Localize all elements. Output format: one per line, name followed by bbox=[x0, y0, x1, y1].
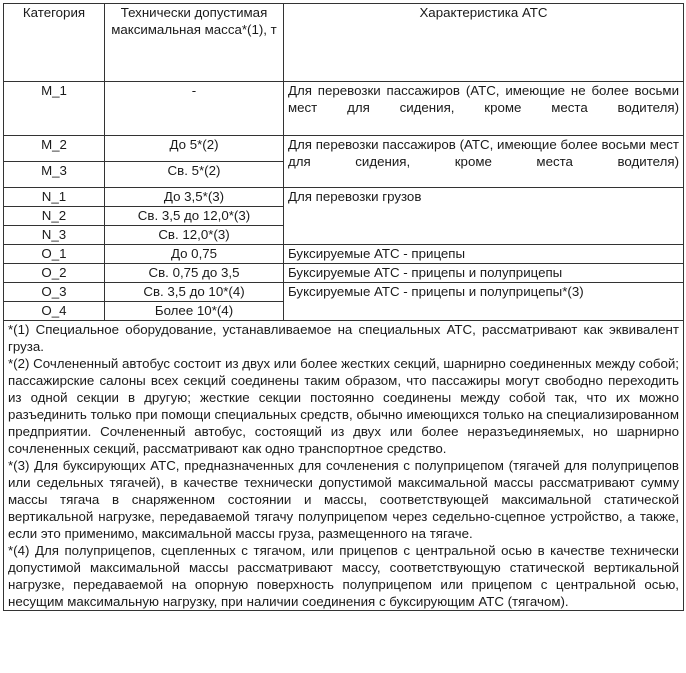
footnotes-cell bbox=[4, 321, 684, 611]
footnote-4: *(4) Для полуприцепов, сцепленных с тягачом, или прицепов с центральной осью в качестве технически допустимой максимальной массы рассматривают массу, соответствующую статической вертикальной нагрузке, передаваемой на опорную поверхность полуприцепом или прицепом с центральной осью, несущим максимальную нагрузку, при наличии соединения с буксирующим АТС (тягачом). bbox=[8, 543, 679, 609]
description-cell: Буксируемые АТС - прицепы и полуприцепы*(3) bbox=[284, 283, 684, 321]
category-cell: M_3 bbox=[4, 162, 105, 188]
table-row bbox=[4, 136, 684, 162]
category-cell: O_2 bbox=[4, 264, 105, 283]
vehicle-category-table bbox=[3, 3, 684, 611]
category-cell: M_2 bbox=[4, 136, 105, 162]
header-characteristic: Характеристика АТС bbox=[284, 4, 684, 82]
header-row bbox=[4, 4, 684, 82]
category-cell: M_1 bbox=[4, 82, 105, 136]
table-row bbox=[4, 283, 684, 302]
description-text: Для перевозки пассажиров (АТС, имеющие более восьми мест для сидения, кроме места водителя) bbox=[288, 137, 679, 169]
description-cell bbox=[284, 136, 684, 188]
description-cell bbox=[284, 82, 684, 136]
mass-cell: Св. 3,5 до 10*(4) bbox=[105, 283, 284, 302]
footnote-3: *(3) Для буксирующих АТС, предназначенных для сочленения с полуприцепом (тягачей для полуприцепов или седельных тягачей), в качестве технически допустимой максимальной массы рассматривают сумму массы тягача в снаряженном состоянии и массы, соответствующей максимальной статической вертикальной нагрузке, передаваемой тягачу полуприцепом через седельно-сцепное устройство, а также, если это применимо, максимальной массы груза, размещенного на тягаче. bbox=[8, 458, 679, 541]
table-row bbox=[4, 264, 684, 283]
header-category: Категория bbox=[4, 4, 105, 82]
mass-cell: До 5*(2) bbox=[105, 136, 284, 162]
table-row bbox=[4, 188, 684, 207]
table-row bbox=[4, 245, 684, 264]
mass-cell: Более 10*(4) bbox=[105, 302, 284, 321]
description-text: Для перевозки пассажиров (АТС, имеющие не более восьми мест для сидения, кроме места водителя) bbox=[288, 83, 679, 115]
category-cell: O_1 bbox=[4, 245, 105, 264]
category-cell: N_3 bbox=[4, 226, 105, 245]
category-cell: O_3 bbox=[4, 283, 105, 302]
mass-cell: До 0,75 bbox=[105, 245, 284, 264]
description-cell: Буксируемые АТС - прицепы и полуприцепы bbox=[284, 264, 684, 283]
mass-cell: Св. 5*(2) bbox=[105, 162, 284, 188]
description-cell: Буксируемые АТС - прицепы bbox=[284, 245, 684, 264]
footnote-2: *(2) Сочлененный автобус состоит из двух или более жестких секций, шарнирно соединенных между собой; пассажирские салоны всех секций соединены таким образом, что пассажиры могут свободно переходить из одной секции в другую; жесткие секции постоянно соединены между собой так, что их можно разъединить только при помощи специальных средств, обычно имеющихся только на специализированном предприятии. Сочлененный автобус, состоящий из двух или более неразъединяемых, но шарнирно сочлененных секций, рассматривают как одно транспортное средство. bbox=[8, 356, 679, 456]
footnote-1: *(1) Специальное оборудование, устанавливаемое на специальных АТС, рассматривают как эквивалент груза. bbox=[8, 322, 679, 354]
category-cell: N_2 bbox=[4, 207, 105, 226]
category-cell: N_1 bbox=[4, 188, 105, 207]
mass-cell: До 3,5*(3) bbox=[105, 188, 284, 207]
mass-cell: Св. 3,5 до 12,0*(3) bbox=[105, 207, 284, 226]
table-row bbox=[4, 82, 684, 136]
mass-cell: Св. 12,0*(3) bbox=[105, 226, 284, 245]
header-mass: Технически допустимая максимальная масса*(1), т bbox=[105, 4, 284, 82]
mass-cell: - bbox=[105, 82, 284, 136]
description-cell: Для перевозки грузов bbox=[284, 188, 684, 245]
footnotes-row bbox=[4, 321, 684, 611]
category-cell: O_4 bbox=[4, 302, 105, 321]
mass-cell: Св. 0,75 до 3,5 bbox=[105, 264, 284, 283]
